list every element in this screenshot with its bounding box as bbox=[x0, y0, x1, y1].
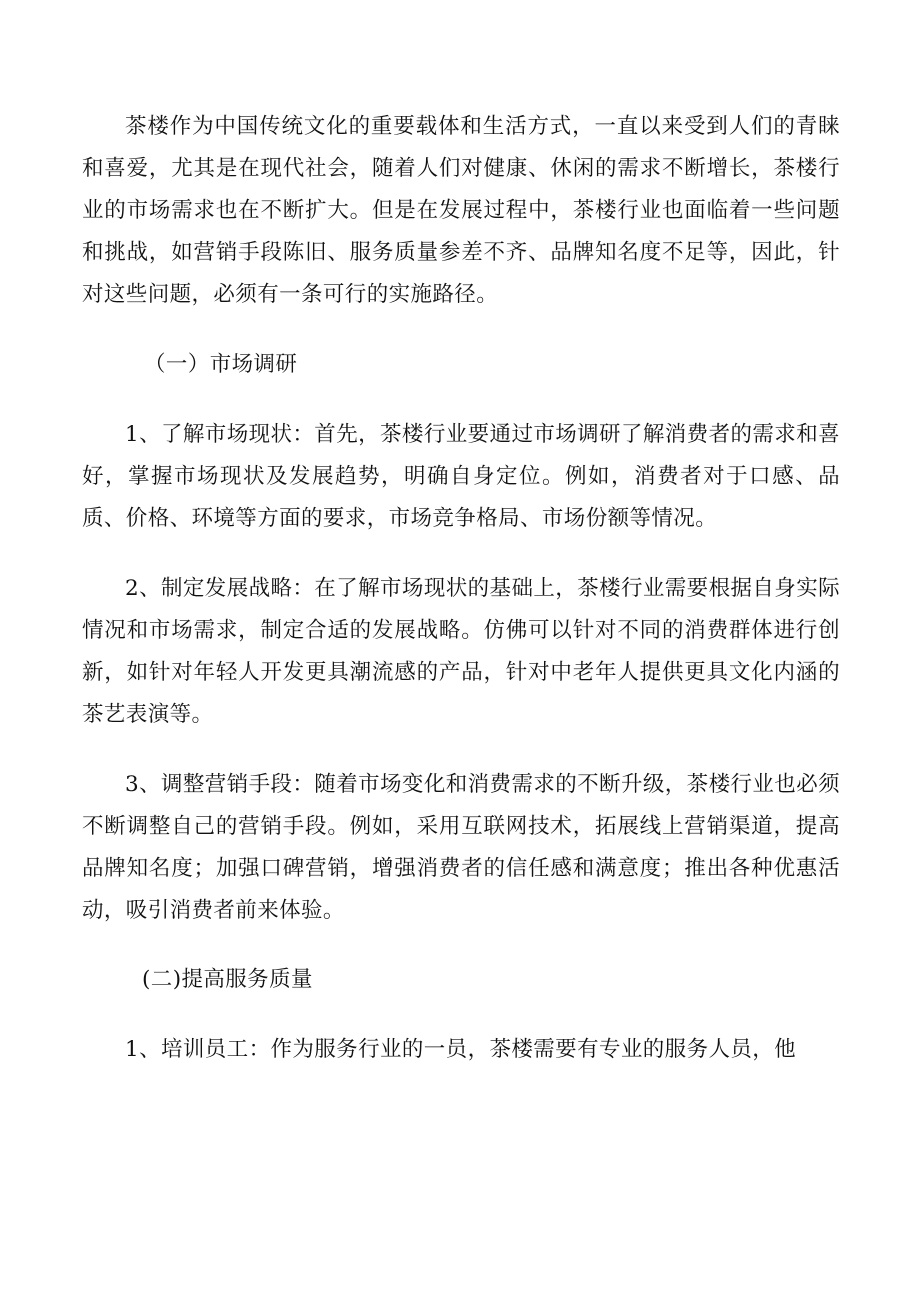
service-quality-item-1: 1、培训员工：作为服务行业的一员，茶楼需要有专业的服务人员，他 bbox=[125, 1037, 797, 1062]
spacer bbox=[82, 736, 840, 764]
document-body bbox=[82, 106, 840, 1071]
spacer bbox=[82, 316, 840, 344]
spacer bbox=[82, 540, 840, 568]
market-research-item-1: 1、了解市场现状：首先，茶楼行业要通过市场调研了解消费者的需求和喜好，掌握市场现状及发展趋势，明确自身定位。例如，消费者对于口感、品质、价格、环境等方面的要求，市场竞争格局、市场份额等情况。 bbox=[82, 422, 840, 531]
spacer bbox=[82, 932, 840, 959]
market-research-item-3: 3、调整营销手段：随着市场变化和消费需求的不断升级，茶楼行业也必须不断调整自己的营销手段。例如，采用互联网技术，拓展线上营销渠道，提高品牌知名度；加强口碑营销，增强消费者的信任感和满意度；推出各种优惠活动，吸引消费者前来体验。 bbox=[82, 772, 840, 923]
section-heading-market-research: （一）市场调研 bbox=[144, 352, 298, 377]
spacer bbox=[82, 1001, 840, 1029]
section-heading-service-quality: (二)提高服务质量 bbox=[142, 967, 313, 992]
spacer bbox=[82, 386, 840, 414]
intro-paragraph: 茶楼作为中国传统文化的重要载体和生活方式，一直以来受到人们的青睐和喜爱，尤其是在现代社会，随着人们对健康、休闲的需求不断增长，茶楼行业的市场需求也在不断扩大。但是在发展过程中，茶楼行业也面临着一些问题和挑战，如营销手段陈旧、服务质量参差不齐、品牌知名度不足等，因此，针对这些问题，必须有一条可行的实施路径。 bbox=[82, 114, 840, 307]
market-research-item-2: 2、制定发展战略：在了解市场现状的基础上，茶楼行业需要根据自身实际情况和市场需求，制定合适的发展战略。仿佛可以针对不同的消费群体进行创新，如针对年轻人开发更具潮流感的产品，针对中老年人提供更具文化内涵的茶艺表演等。 bbox=[82, 576, 840, 727]
